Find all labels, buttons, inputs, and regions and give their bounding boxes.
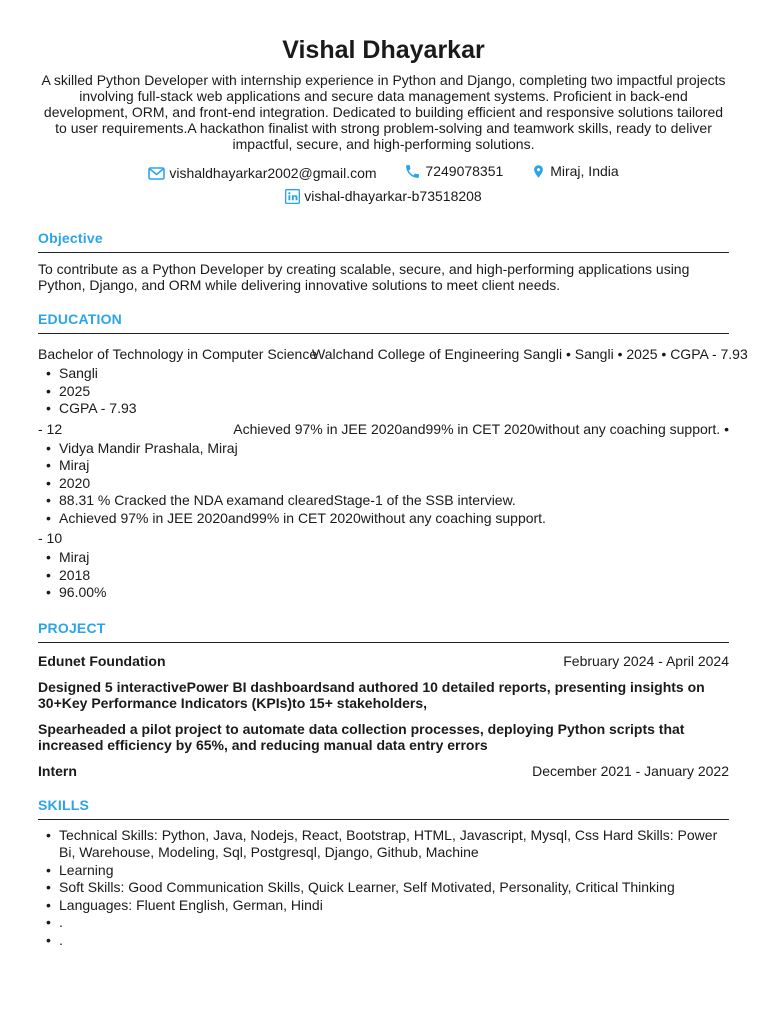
list-item: • Miraj [59,549,729,567]
degree-line [38,344,748,365]
location-pin-icon [531,163,546,180]
linkedin-text: vishal-dhayarkar-b73518208 [304,188,482,204]
degree-details-list [38,365,729,418]
degree-title: Bachelor of Technology in Computer Science [38,346,318,362]
objective-text: To contribute as a Python Developer by creating scalable, secure, and high-performing applications using Python, Django, and ORM while delivering innovative solutions to meet client needs. [38,261,690,293]
class-x-label: - 10 [38,530,63,546]
list-item: • Sangli [59,365,729,383]
skills-heading: SKILLS [38,797,729,820]
contact-block [38,161,729,210]
list-item: • Soft Skills: Good Communication Skills, Quick Learner, Self Motivated, Personality, Critical Thinking [59,879,729,897]
contact-location [531,161,618,182]
project-description-2: Spearheaded a pilot project to automate data collection processes, deploying Python scripts that increased efficiency by 65%, and reducing manual data entry errors [38,720,685,753]
contact-phone[interactable] [404,161,503,182]
list-item: • Vidya Mandir Prashala, Miraj [59,440,729,458]
education-heading: EDUCATION [38,311,729,334]
list-item: • 88.31 % Cracked the NDA examand clearedStage-1 of the SSB interview. [59,492,729,510]
degree-institution: Walchand College of Engineering Sangli • Sangli • 2025 • CGPA - 7.93 [312,346,748,362]
list-item: • Languages: Fluent English, German, Hindi [59,897,729,915]
project-org: Edunet Foundation [38,652,166,669]
project-description-1: Designed 5 interactivePower BI dashboardsand authored 10 detailed reports, presenting insights on 30+Key Performance Indicators (KPIs)to 15+ stakeholders, [38,678,705,711]
class-xii-line [38,419,729,440]
class-x-line [38,528,729,549]
project-role: Intern [38,762,77,779]
list-item: • CGPA - 7.93 [59,400,729,418]
list-item: • 2025 [59,383,729,401]
class-xii-details-list [38,440,729,528]
candidate-name: Vishal Dhayarkar [282,36,485,64]
list-item: • 2020 [59,475,729,493]
project-role-dates: December 2021 - January 2022 [532,762,729,779]
project-role-row [38,763,729,779]
list-item: • Learning [59,862,729,880]
phone-icon [404,163,421,180]
list-item: • Achieved 97% in JEE 2020and99% in CET 2020without any coaching support. [59,510,729,528]
project-heading: PROJECT [38,620,729,643]
class-xii-label: - 12 [38,420,63,437]
project-org-row [38,653,729,669]
location-text: Miraj, India [550,163,619,179]
contact-linkedin[interactable] [285,186,481,207]
list-item: • . [59,932,729,950]
skills-list [38,827,729,950]
class-xii-achievement: Achieved 97% in JEE 2020and99% in CET 2020without any coaching support. • [233,420,729,437]
class-x-details-list [38,549,729,602]
objective-heading: Objective [38,230,729,253]
resume-page [38,32,748,949]
phone-text: 7249078351 [425,163,504,179]
list-item: • Miraj [59,457,729,475]
profile-summary: A skilled Python Developer with internship experience in Python and Django, completing two impactful projects involving full-stack web applications and secure data management systems. Proficient in back-end development, ORM, and front-end integration. Dedicated to building efficient and responsive solutions tailored to user requirements.A hackathon finalist with strong problem-solving and teamwork skills, ready to deliver impactful, secure, and high-performing solutions. [41,72,726,152]
email-text: vishaldhayarkar2002@gmail.com [169,165,377,181]
envelope-icon [148,167,165,180]
list-item: • 2018 [59,567,729,585]
project-org-dates: February 2024 - April 2024 [563,652,729,669]
list-item: • . [59,914,729,932]
list-item: • 96.00% [59,584,729,602]
contact-email[interactable] [148,163,376,184]
list-item: • Technical Skills: Python, Java, Nodejs, React, Bootstrap, HTML, Javascript, Mysql, Css Hard Skills: Power Bi, Warehouse, Modeling, Sql, Postgresql, Django, Github, Machine [59,827,729,862]
linkedin-icon [285,189,300,204]
